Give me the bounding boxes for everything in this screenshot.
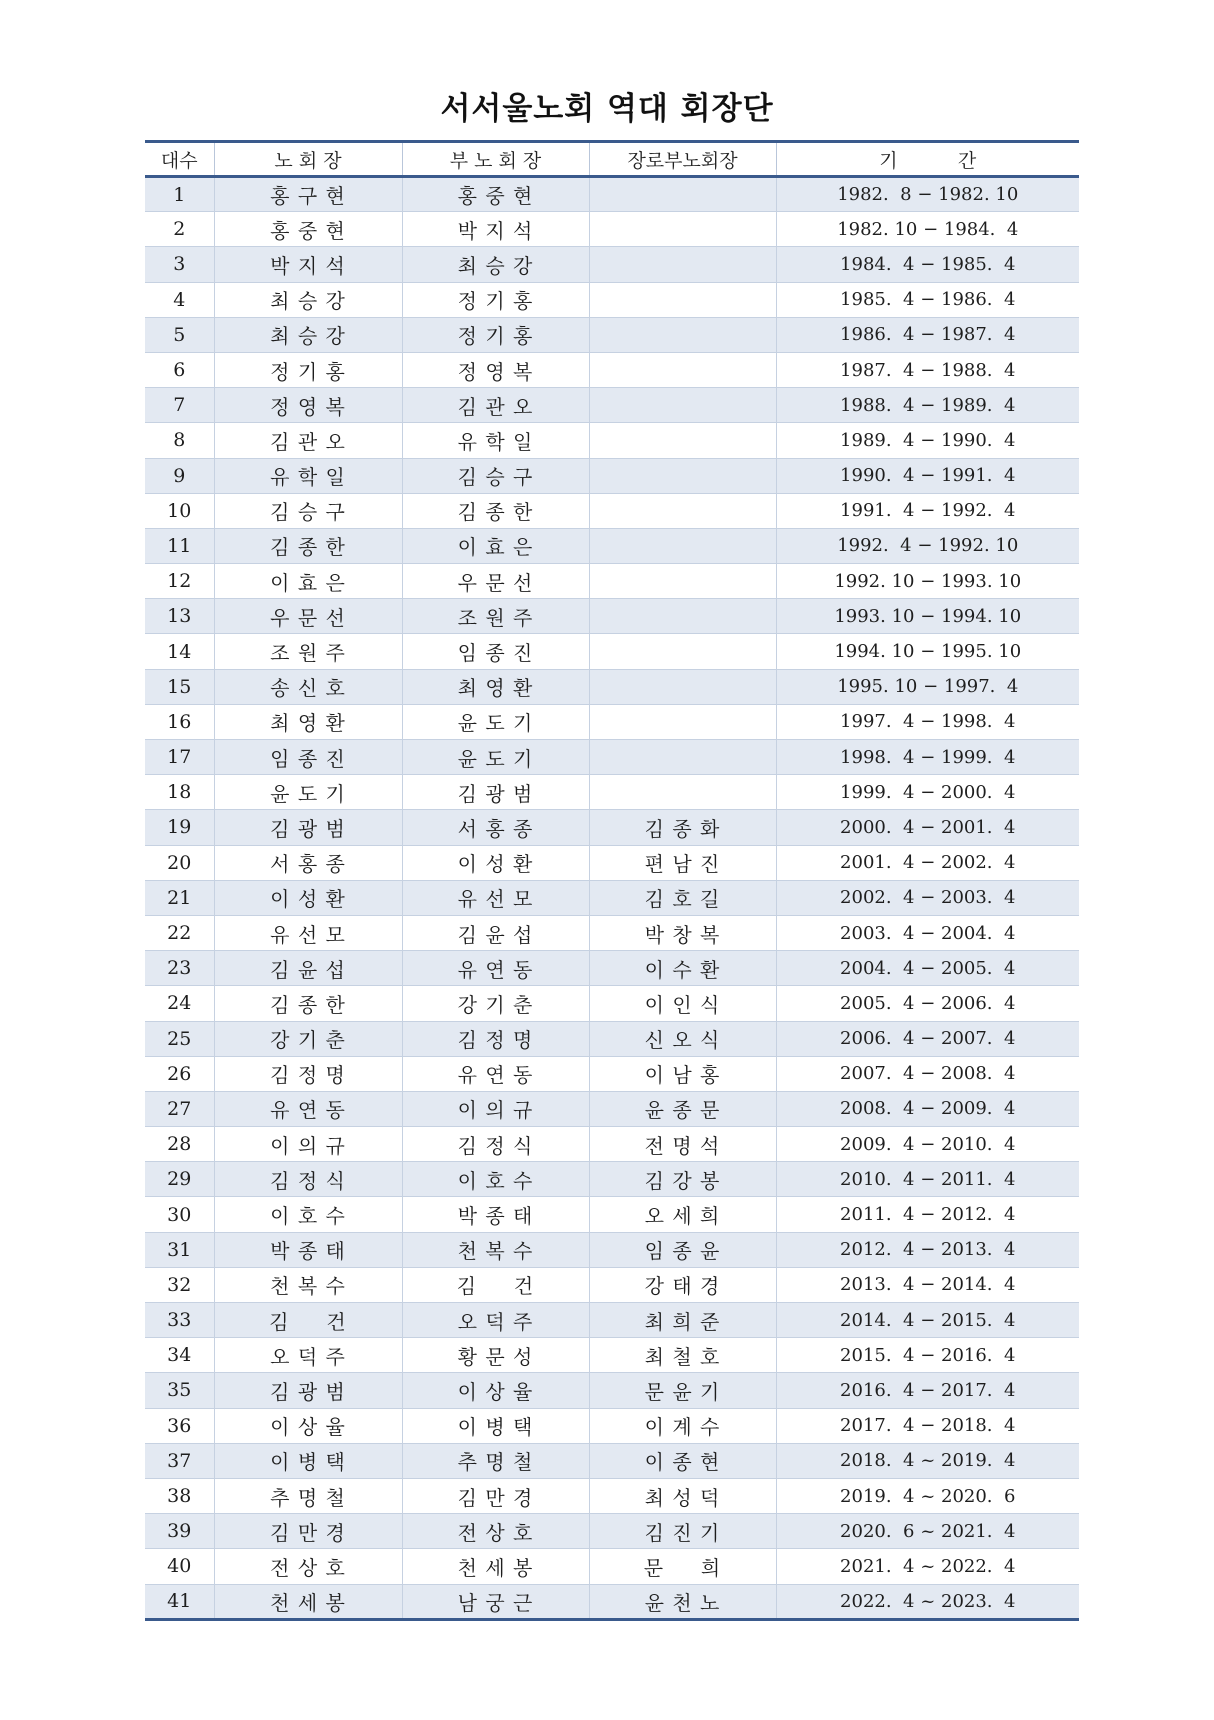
table-row [145, 1338, 1079, 1373]
cell-vice-moderator: 김 종 한 [402, 493, 589, 528]
cell-elder-vice-moderator: 김 호 길 [589, 880, 776, 915]
cell-elder-vice-moderator [589, 282, 776, 317]
cell-elder-vice-moderator: 최 철 호 [589, 1338, 776, 1373]
cell-moderator: 서 홍 종 [214, 845, 402, 880]
table-row [145, 317, 1079, 352]
cell-elder-vice-moderator [589, 669, 776, 704]
cell-vice-moderator: 이 상 율 [402, 1373, 589, 1408]
cell-term: 39 [145, 1514, 214, 1549]
cell-term: 17 [145, 740, 214, 775]
cell-period: 2004. 4 − 2005. 4 [776, 951, 1079, 986]
page-title: 서서울노회 역대 회장단 [440, 91, 774, 127]
cell-term: 6 [145, 352, 214, 387]
cell-period: 2009. 4 − 2010. 4 [776, 1127, 1079, 1162]
cell-moderator: 김 정 명 [214, 1056, 402, 1091]
table-row [145, 599, 1079, 634]
table-row [145, 282, 1079, 317]
cell-period: 2020. 6 ~ 2021. 4 [776, 1514, 1079, 1549]
table-row [145, 1549, 1079, 1584]
cell-period: 2021. 4 ~ 2022. 4 [776, 1549, 1079, 1584]
header-row [145, 142, 1079, 177]
cell-term: 37 [145, 1443, 214, 1478]
cell-elder-vice-moderator [589, 247, 776, 282]
cell-period: 2001. 4 − 2002. 4 [776, 845, 1079, 880]
cell-elder-vice-moderator: 문 윤 기 [589, 1373, 776, 1408]
cell-elder-vice-moderator: 임 종 윤 [589, 1232, 776, 1267]
cell-period: 2014. 4 − 2015. 4 [776, 1303, 1079, 1338]
table-row [145, 1303, 1079, 1338]
cell-term: 11 [145, 528, 214, 563]
cell-term: 3 [145, 247, 214, 282]
cell-elder-vice-moderator [589, 634, 776, 669]
cell-moderator: 조 원 주 [214, 634, 402, 669]
cell-moderator: 김 승 구 [214, 493, 402, 528]
cell-term: 29 [145, 1162, 214, 1197]
cell-term: 31 [145, 1232, 214, 1267]
cell-term: 10 [145, 493, 214, 528]
cell-vice-moderator: 유 연 동 [402, 1056, 589, 1091]
cell-period: 2022. 4 ~ 2023. 4 [776, 1584, 1079, 1619]
table-row [145, 177, 1079, 212]
cell-vice-moderator: 이 호 수 [402, 1162, 589, 1197]
cell-vice-moderator: 유 연 동 [402, 951, 589, 986]
cell-moderator: 이 병 택 [214, 1443, 402, 1478]
cell-period: 2015. 4 − 2016. 4 [776, 1338, 1079, 1373]
cell-period: 1982. 10 − 1984. 4 [776, 212, 1079, 247]
cell-term: 28 [145, 1127, 214, 1162]
cell-term: 20 [145, 845, 214, 880]
cell-term: 5 [145, 317, 214, 352]
cell-term: 1 [145, 177, 214, 212]
cell-vice-moderator: 우 문 선 [402, 564, 589, 599]
cell-moderator: 박 종 태 [214, 1232, 402, 1267]
cell-period: 2016. 4 − 2017. 4 [776, 1373, 1079, 1408]
cell-term: 14 [145, 634, 214, 669]
cell-elder-vice-moderator [589, 317, 776, 352]
cell-period: 2011. 4 − 2012. 4 [776, 1197, 1079, 1232]
cell-vice-moderator: 임 종 진 [402, 634, 589, 669]
header-period: 기 간 [776, 142, 1079, 177]
table-row [145, 1267, 1079, 1302]
cell-vice-moderator: 박 종 태 [402, 1197, 589, 1232]
cell-elder-vice-moderator: 신 오 식 [589, 1021, 776, 1056]
cell-vice-moderator: 남 궁 근 [402, 1584, 589, 1619]
cell-vice-moderator: 홍 중 현 [402, 177, 589, 212]
cell-moderator: 오 덕 주 [214, 1338, 402, 1373]
cell-moderator: 홍 중 현 [214, 212, 402, 247]
table-row [145, 845, 1079, 880]
cell-period: 2000. 4 − 2001. 4 [776, 810, 1079, 845]
cell-vice-moderator: 이 성 환 [402, 845, 589, 880]
table-row [145, 1584, 1079, 1619]
cell-term: 4 [145, 282, 214, 317]
cell-moderator: 천 세 봉 [214, 1584, 402, 1619]
cell-elder-vice-moderator: 오 세 희 [589, 1197, 776, 1232]
cell-vice-moderator: 정 영 복 [402, 352, 589, 387]
cell-period: 1999. 4 − 2000. 4 [776, 775, 1079, 810]
cell-moderator: 윤 도 기 [214, 775, 402, 810]
cell-term: 24 [145, 986, 214, 1021]
cell-elder-vice-moderator [589, 564, 776, 599]
table-row [145, 915, 1079, 950]
table-row [145, 1197, 1079, 1232]
cell-period: 2010. 4 − 2011. 4 [776, 1162, 1079, 1197]
cell-vice-moderator: 정 기 홍 [402, 282, 589, 317]
cell-term: 18 [145, 775, 214, 810]
cell-period: 1995. 10 − 1997. 4 [776, 669, 1079, 704]
cell-vice-moderator: 오 덕 주 [402, 1303, 589, 1338]
cell-elder-vice-moderator: 강 태 경 [589, 1267, 776, 1302]
cell-moderator: 유 학 일 [214, 458, 402, 493]
cell-period: 1991. 4 − 1992. 4 [776, 493, 1079, 528]
cell-vice-moderator: 최 영 환 [402, 669, 589, 704]
table-row [145, 1056, 1079, 1091]
cell-vice-moderator: 김 건 [402, 1267, 589, 1302]
cell-term: 2 [145, 212, 214, 247]
cell-moderator: 이 의 규 [214, 1127, 402, 1162]
cell-vice-moderator: 전 상 호 [402, 1514, 589, 1549]
cell-term: 13 [145, 599, 214, 634]
cell-elder-vice-moderator: 최 성 덕 [589, 1478, 776, 1513]
cell-vice-moderator: 유 선 모 [402, 880, 589, 915]
header-elder-vice-moderator: 장로부노회장 [589, 142, 776, 177]
cell-elder-vice-moderator: 편 남 진 [589, 845, 776, 880]
cell-vice-moderator: 강 기 춘 [402, 986, 589, 1021]
cell-moderator: 우 문 선 [214, 599, 402, 634]
cell-moderator: 김 종 한 [214, 986, 402, 1021]
cell-elder-vice-moderator [589, 740, 776, 775]
cell-moderator: 이 성 환 [214, 880, 402, 915]
header-term: 대수 [145, 142, 214, 177]
cell-elder-vice-moderator [589, 704, 776, 739]
cell-vice-moderator: 윤 도 기 [402, 704, 589, 739]
cell-vice-moderator: 김 정 명 [402, 1021, 589, 1056]
table-row [145, 1443, 1079, 1478]
cell-term: 15 [145, 669, 214, 704]
cell-elder-vice-moderator [589, 528, 776, 563]
header-vice-moderator: 부 노 회 장 [402, 142, 589, 177]
cell-period: 1993. 10 − 1994. 10 [776, 599, 1079, 634]
cell-term: 23 [145, 951, 214, 986]
table-row [145, 880, 1079, 915]
cell-vice-moderator: 정 기 홍 [402, 317, 589, 352]
cell-moderator: 박 지 석 [214, 247, 402, 282]
cell-vice-moderator: 이 의 규 [402, 1091, 589, 1126]
table-row [145, 669, 1079, 704]
cell-term: 7 [145, 388, 214, 423]
cell-moderator: 최 승 강 [214, 317, 402, 352]
cell-vice-moderator: 천 세 봉 [402, 1549, 589, 1584]
cell-term: 38 [145, 1478, 214, 1513]
cell-elder-vice-moderator: 전 명 석 [589, 1127, 776, 1162]
cell-moderator: 김 관 오 [214, 423, 402, 458]
cell-moderator: 추 명 철 [214, 1478, 402, 1513]
cell-term: 22 [145, 915, 214, 950]
table-row [145, 1408, 1079, 1443]
cell-period: 2003. 4 − 2004. 4 [776, 915, 1079, 950]
cell-term: 40 [145, 1549, 214, 1584]
cell-moderator: 홍 구 현 [214, 177, 402, 212]
cell-moderator: 김 광 범 [214, 810, 402, 845]
table-row [145, 564, 1079, 599]
table-row [145, 1091, 1079, 1126]
cell-moderator: 이 호 수 [214, 1197, 402, 1232]
cell-term: 33 [145, 1303, 214, 1338]
cell-term: 30 [145, 1197, 214, 1232]
cell-vice-moderator: 김 광 범 [402, 775, 589, 810]
cell-period: 1998. 4 − 1999. 4 [776, 740, 1079, 775]
cell-period: 2018. 4 ~ 2019. 4 [776, 1443, 1079, 1478]
table-row [145, 951, 1079, 986]
table-row [145, 352, 1079, 387]
table-row [145, 388, 1079, 423]
officers-table [145, 140, 1079, 1621]
cell-elder-vice-moderator: 박 창 복 [589, 915, 776, 950]
cell-elder-vice-moderator: 윤 천 노 [589, 1584, 776, 1619]
table-row [145, 1162, 1079, 1197]
cell-elder-vice-moderator [589, 423, 776, 458]
cell-elder-vice-moderator [589, 388, 776, 423]
table-row [145, 775, 1079, 810]
cell-vice-moderator: 황 문 성 [402, 1338, 589, 1373]
cell-period: 1986. 4 − 1987. 4 [776, 317, 1079, 352]
cell-moderator: 유 연 동 [214, 1091, 402, 1126]
cell-term: 32 [145, 1267, 214, 1302]
cell-period: 1985. 4 − 1986. 4 [776, 282, 1079, 317]
cell-period: 2012. 4 − 2013. 4 [776, 1232, 1079, 1267]
table-row [145, 1478, 1079, 1513]
cell-moderator: 송 신 호 [214, 669, 402, 704]
officers-table-container [145, 140, 1079, 1621]
cell-term: 34 [145, 1338, 214, 1373]
table-row [145, 1373, 1079, 1408]
table-body [145, 177, 1079, 1620]
cell-term: 12 [145, 564, 214, 599]
cell-vice-moderator: 조 원 주 [402, 599, 589, 634]
cell-period: 2013. 4 − 2014. 4 [776, 1267, 1079, 1302]
cell-elder-vice-moderator: 이 계 수 [589, 1408, 776, 1443]
cell-elder-vice-moderator: 문 희 [589, 1549, 776, 1584]
cell-moderator: 천 복 수 [214, 1267, 402, 1302]
cell-term: 27 [145, 1091, 214, 1126]
cell-elder-vice-moderator [589, 775, 776, 810]
cell-moderator: 김 광 범 [214, 1373, 402, 1408]
cell-vice-moderator: 추 명 철 [402, 1443, 589, 1478]
cell-period: 1984. 4 − 1985. 4 [776, 247, 1079, 282]
cell-vice-moderator: 윤 도 기 [402, 740, 589, 775]
cell-term: 19 [145, 810, 214, 845]
cell-vice-moderator: 최 승 강 [402, 247, 589, 282]
cell-elder-vice-moderator [589, 177, 776, 212]
cell-vice-moderator: 박 지 석 [402, 212, 589, 247]
table-row [145, 986, 1079, 1021]
table-row [145, 740, 1079, 775]
cell-period: 1987. 4 − 1988. 4 [776, 352, 1079, 387]
table-row [145, 1021, 1079, 1056]
cell-elder-vice-moderator [589, 212, 776, 247]
table-row [145, 1232, 1079, 1267]
cell-term: 41 [145, 1584, 214, 1619]
cell-elder-vice-moderator: 김 종 화 [589, 810, 776, 845]
cell-moderator: 유 선 모 [214, 915, 402, 950]
cell-period: 1988. 4 − 1989. 4 [776, 388, 1079, 423]
cell-vice-moderator: 김 관 오 [402, 388, 589, 423]
table-row [145, 528, 1079, 563]
table-row [145, 247, 1079, 282]
cell-elder-vice-moderator: 김 진 기 [589, 1514, 776, 1549]
cell-term: 26 [145, 1056, 214, 1091]
cell-term: 25 [145, 1021, 214, 1056]
cell-moderator: 전 상 호 [214, 1549, 402, 1584]
cell-vice-moderator: 천 복 수 [402, 1232, 589, 1267]
cell-vice-moderator: 김 정 식 [402, 1127, 589, 1162]
cell-elder-vice-moderator: 김 강 봉 [589, 1162, 776, 1197]
table-row [145, 1127, 1079, 1162]
cell-moderator: 김 정 식 [214, 1162, 402, 1197]
cell-vice-moderator: 김 승 구 [402, 458, 589, 493]
cell-term: 35 [145, 1373, 214, 1408]
cell-vice-moderator: 서 홍 종 [402, 810, 589, 845]
cell-moderator: 이 상 율 [214, 1408, 402, 1443]
table-row [145, 704, 1079, 739]
cell-period: 1997. 4 − 1998. 4 [776, 704, 1079, 739]
cell-period: 2005. 4 − 2006. 4 [776, 986, 1079, 1021]
cell-elder-vice-moderator: 이 인 식 [589, 986, 776, 1021]
cell-period: 1990. 4 − 1991. 4 [776, 458, 1079, 493]
cell-elder-vice-moderator [589, 458, 776, 493]
cell-moderator: 김 윤 섭 [214, 951, 402, 986]
cell-period: 2002. 4 − 2003. 4 [776, 880, 1079, 915]
cell-period: 1992. 4 − 1992. 10 [776, 528, 1079, 563]
cell-period: 2007. 4 − 2008. 4 [776, 1056, 1079, 1091]
cell-vice-moderator: 유 학 일 [402, 423, 589, 458]
table-row [145, 212, 1079, 247]
cell-period: 1989. 4 − 1990. 4 [776, 423, 1079, 458]
cell-elder-vice-moderator: 윤 종 문 [589, 1091, 776, 1126]
cell-moderator: 임 종 진 [214, 740, 402, 775]
cell-elder-vice-moderator: 이 수 환 [589, 951, 776, 986]
cell-elder-vice-moderator: 최 희 준 [589, 1303, 776, 1338]
table-row [145, 810, 1079, 845]
cell-moderator: 정 영 복 [214, 388, 402, 423]
cell-term: 16 [145, 704, 214, 739]
cell-period: 2017. 4 − 2018. 4 [776, 1408, 1079, 1443]
cell-moderator: 최 승 강 [214, 282, 402, 317]
cell-moderator: 최 영 환 [214, 704, 402, 739]
cell-period: 1992. 10 − 1993. 10 [776, 564, 1079, 599]
cell-term: 21 [145, 880, 214, 915]
cell-moderator: 김 만 경 [214, 1514, 402, 1549]
cell-period: 2019. 4 ~ 2020. 6 [776, 1478, 1079, 1513]
cell-moderator: 김 종 한 [214, 528, 402, 563]
table-row [145, 458, 1079, 493]
cell-period: 1994. 10 − 1995. 10 [776, 634, 1079, 669]
header-moderator: 노 회 장 [214, 142, 402, 177]
cell-term: 36 [145, 1408, 214, 1443]
cell-vice-moderator: 김 윤 섭 [402, 915, 589, 950]
cell-period: 1982. 8 − 1982. 10 [776, 177, 1079, 212]
cell-elder-vice-moderator [589, 352, 776, 387]
table-row [145, 423, 1079, 458]
table-row [145, 493, 1079, 528]
cell-vice-moderator: 이 효 은 [402, 528, 589, 563]
table-row [145, 1514, 1079, 1549]
cell-elder-vice-moderator: 이 종 현 [589, 1443, 776, 1478]
cell-elder-vice-moderator [589, 599, 776, 634]
cell-moderator: 강 기 춘 [214, 1021, 402, 1056]
cell-period: 2006. 4 − 2007. 4 [776, 1021, 1079, 1056]
cell-moderator: 김 건 [214, 1303, 402, 1338]
cell-term: 9 [145, 458, 214, 493]
cell-moderator: 이 효 은 [214, 564, 402, 599]
cell-moderator: 정 기 홍 [214, 352, 402, 387]
cell-vice-moderator: 김 만 경 [402, 1478, 589, 1513]
cell-vice-moderator: 이 병 택 [402, 1408, 589, 1443]
cell-elder-vice-moderator: 이 남 홍 [589, 1056, 776, 1091]
cell-period: 2008. 4 − 2009. 4 [776, 1091, 1079, 1126]
cell-elder-vice-moderator [589, 493, 776, 528]
table-row [145, 634, 1079, 669]
cell-term: 8 [145, 423, 214, 458]
